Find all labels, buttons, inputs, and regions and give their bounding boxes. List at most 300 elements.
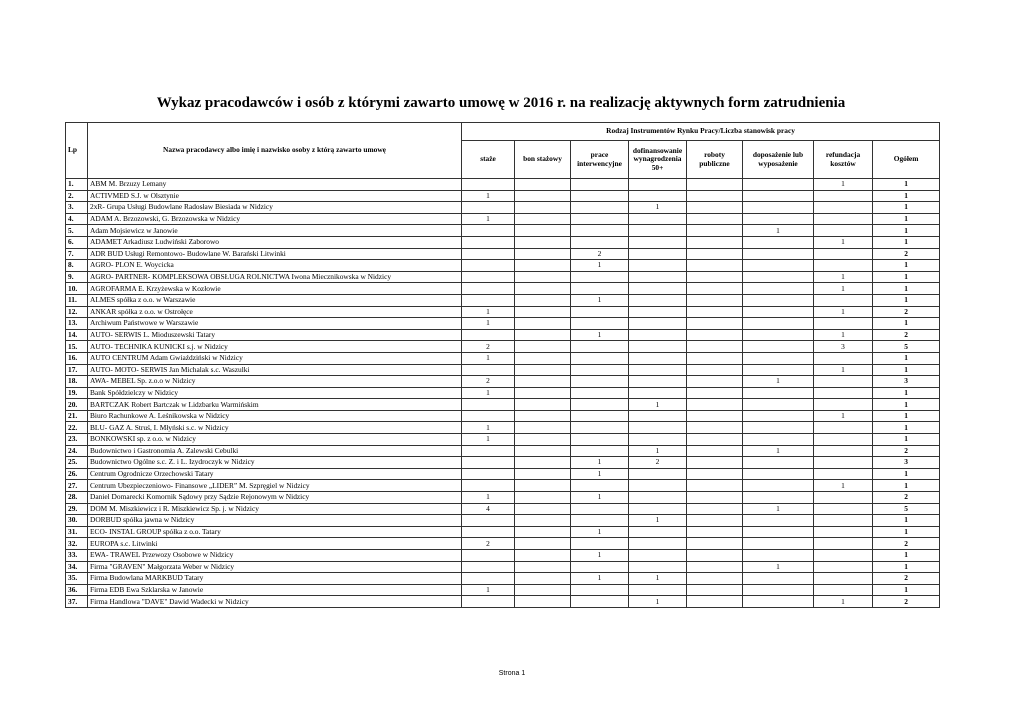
row-number: 13. xyxy=(66,318,88,330)
employer-name: ANKAR spółka z o.o. w Ostrołęce xyxy=(88,306,462,318)
count-cell xyxy=(629,352,687,364)
count-cell xyxy=(743,387,814,399)
table-row xyxy=(66,248,940,260)
total-cell: 1 xyxy=(873,213,940,225)
count-cell xyxy=(629,480,687,492)
count-cell xyxy=(462,596,515,608)
page-footer: Strona 1 xyxy=(498,670,526,677)
count-cell xyxy=(629,376,687,388)
count-cell xyxy=(629,283,687,295)
employer-name: Biuro Rachunkowe A. Leśnikowska w Nidzicy xyxy=(88,410,462,422)
count-cell xyxy=(571,236,629,248)
row-number: 15. xyxy=(66,341,88,353)
employer-name: EWA- TRAWEL Przewozy Osobowe w Nidzicy xyxy=(88,550,462,562)
count-cell xyxy=(462,550,515,562)
count-cell xyxy=(515,399,571,411)
header-bon-stazowy: bon stażowy xyxy=(515,141,571,179)
count-cell xyxy=(743,179,814,191)
employer-name: BLU- GAZ A. Struś, I. Młyński s.c. w Nidzicy xyxy=(88,422,462,434)
total-cell: 3 xyxy=(873,457,940,469)
count-cell xyxy=(629,271,687,283)
count-cell xyxy=(515,271,571,283)
total-cell: 2 xyxy=(873,248,940,260)
total-cell: 1 xyxy=(873,352,940,364)
count-cell xyxy=(743,468,814,480)
count-cell xyxy=(515,596,571,608)
table-body xyxy=(66,179,940,608)
employer-name: Budownictwo i Gastronomia A. Zalewski Cebulki xyxy=(88,445,462,457)
count-cell xyxy=(814,376,873,388)
count-cell xyxy=(814,561,873,573)
count-cell xyxy=(571,410,629,422)
count-cell xyxy=(687,271,743,283)
count-cell xyxy=(743,480,814,492)
employers-table xyxy=(65,122,940,608)
total-cell: 1 xyxy=(873,294,940,306)
table-row xyxy=(66,376,940,388)
count-cell xyxy=(515,376,571,388)
count-cell xyxy=(462,515,515,527)
row-number: 10. xyxy=(66,283,88,295)
row-number: 20. xyxy=(66,399,88,411)
count-cell xyxy=(814,584,873,596)
count-cell: 2 xyxy=(462,538,515,550)
count-cell xyxy=(629,225,687,237)
count-cell xyxy=(515,260,571,272)
count-cell xyxy=(687,387,743,399)
count-cell xyxy=(743,492,814,504)
count-cell xyxy=(743,550,814,562)
table-row xyxy=(66,318,940,330)
table-row xyxy=(66,515,940,527)
count-cell xyxy=(814,422,873,434)
employer-name: Adam Mojsiewicz w Janowie xyxy=(88,225,462,237)
count-cell xyxy=(462,573,515,585)
row-number: 2. xyxy=(66,190,88,202)
row-number: 24. xyxy=(66,445,88,457)
count-cell xyxy=(515,318,571,330)
row-number: 33. xyxy=(66,550,88,562)
count-cell xyxy=(629,550,687,562)
count-cell xyxy=(629,306,687,318)
count-cell: 1 xyxy=(743,561,814,573)
employer-name: 2xR- Grupa Usługi Budowlane Radosław Biesiada w Nidzicy xyxy=(88,202,462,214)
count-cell xyxy=(571,190,629,202)
employer-name: Firma EDB Ewa Szklarska w Janowie xyxy=(88,584,462,596)
count-cell xyxy=(571,213,629,225)
count-cell xyxy=(515,283,571,295)
table-row xyxy=(66,271,940,283)
count-cell xyxy=(743,434,814,446)
total-cell: 1 xyxy=(873,318,940,330)
count-cell xyxy=(515,213,571,225)
count-cell xyxy=(687,294,743,306)
table-row xyxy=(66,294,940,306)
count-cell xyxy=(571,341,629,353)
count-cell: 1 xyxy=(462,352,515,364)
count-cell xyxy=(629,329,687,341)
table-row xyxy=(66,341,940,353)
table-row xyxy=(66,260,940,272)
table-row xyxy=(66,225,940,237)
count-cell xyxy=(462,179,515,191)
table-row xyxy=(66,526,940,538)
count-cell xyxy=(515,434,571,446)
count-cell xyxy=(571,596,629,608)
count-cell xyxy=(462,260,515,272)
employer-name: AWA- MEBEL Sp. z.o.o w Nidzicy xyxy=(88,376,462,388)
total-cell: 1 xyxy=(873,468,940,480)
count-cell xyxy=(743,515,814,527)
header-roboty-publiczne: roboty publiczne xyxy=(687,141,743,179)
employer-name: Centrum Ubezpieczeniowo- Finansowe „LIDER” M. Szpręgiel w Nidzicy xyxy=(88,480,462,492)
count-cell xyxy=(687,329,743,341)
count-cell xyxy=(814,468,873,480)
count-cell xyxy=(515,526,571,538)
count-cell xyxy=(687,445,743,457)
employer-name: Archiwum Państwowe w Warszawie xyxy=(88,318,462,330)
count-cell xyxy=(515,294,571,306)
count-cell: 3 xyxy=(814,341,873,353)
count-cell xyxy=(743,399,814,411)
count-cell: 1 xyxy=(814,596,873,608)
count-cell: 1 xyxy=(571,457,629,469)
total-cell: 1 xyxy=(873,271,940,283)
count-cell xyxy=(687,190,743,202)
count-cell xyxy=(687,573,743,585)
count-cell xyxy=(571,422,629,434)
employer-name: ADAMET Arkadiusz Ludwiński Zaborowo xyxy=(88,236,462,248)
table-row xyxy=(66,584,940,596)
count-cell xyxy=(515,422,571,434)
count-cell xyxy=(687,434,743,446)
count-cell: 1 xyxy=(814,329,873,341)
total-cell: 5 xyxy=(873,503,940,515)
table-row xyxy=(66,410,940,422)
count-cell xyxy=(462,329,515,341)
count-cell xyxy=(515,538,571,550)
row-number: 6. xyxy=(66,236,88,248)
count-cell xyxy=(571,364,629,376)
count-cell xyxy=(571,434,629,446)
total-cell: 1 xyxy=(873,225,940,237)
count-cell xyxy=(515,179,571,191)
count-cell xyxy=(571,376,629,388)
count-cell xyxy=(814,399,873,411)
count-cell: 1 xyxy=(814,179,873,191)
count-cell xyxy=(571,202,629,214)
count-cell xyxy=(743,318,814,330)
count-cell xyxy=(814,550,873,562)
total-cell: 2 xyxy=(873,538,940,550)
count-cell xyxy=(687,480,743,492)
employer-name: Firma "GRAVEN" Małgorzata Weber w Nidzicy xyxy=(88,561,462,573)
count-cell xyxy=(462,364,515,376)
row-number: 23. xyxy=(66,434,88,446)
count-cell xyxy=(687,526,743,538)
employer-name: BONKOWSKI sp. z o.o. w Nidzicy xyxy=(88,434,462,446)
employer-name: AUTO- SERWIS L. Mioduszewski Tatary xyxy=(88,329,462,341)
table-row xyxy=(66,596,940,608)
total-cell: 2 xyxy=(873,445,940,457)
row-number: 12. xyxy=(66,306,88,318)
count-cell: 1 xyxy=(462,387,515,399)
count-cell xyxy=(687,179,743,191)
employer-name: Firma Handlowa "DAVE" Dawid Wadecki w Nidzicy xyxy=(88,596,462,608)
table-row xyxy=(66,202,940,214)
count-cell: 1 xyxy=(814,480,873,492)
employer-name: AGRO- PLON E. Woycicka xyxy=(88,260,462,272)
count-cell xyxy=(571,503,629,515)
count-cell: 1 xyxy=(462,190,515,202)
count-cell: 2 xyxy=(571,248,629,260)
count-cell xyxy=(462,480,515,492)
count-cell xyxy=(687,202,743,214)
employer-name: AUTO- MOTO- SERWIS Jan Michalak s.c. Waszulki xyxy=(88,364,462,376)
count-cell xyxy=(462,526,515,538)
count-cell xyxy=(687,515,743,527)
count-cell xyxy=(462,399,515,411)
count-cell xyxy=(743,596,814,608)
count-cell: 1 xyxy=(814,283,873,295)
count-cell xyxy=(687,468,743,480)
count-cell xyxy=(515,329,571,341)
count-cell xyxy=(743,329,814,341)
count-cell xyxy=(515,550,571,562)
count-cell xyxy=(629,213,687,225)
count-cell: 1 xyxy=(462,306,515,318)
count-cell xyxy=(629,341,687,353)
count-cell xyxy=(814,492,873,504)
employer-name: ECO- INSTAL GROUP spółka z o.o. Tatary xyxy=(88,526,462,538)
count-cell xyxy=(629,422,687,434)
count-cell xyxy=(687,283,743,295)
count-cell xyxy=(571,271,629,283)
count-cell xyxy=(629,236,687,248)
count-cell xyxy=(814,248,873,260)
count-cell xyxy=(743,202,814,214)
total-cell: 1 xyxy=(873,399,940,411)
total-cell: 2 xyxy=(873,492,940,504)
count-cell xyxy=(687,503,743,515)
row-number: 4. xyxy=(66,213,88,225)
count-cell xyxy=(629,260,687,272)
row-number: 11. xyxy=(66,294,88,306)
total-cell: 1 xyxy=(873,550,940,562)
header-group: Rodzaj Instrumentów Rynku Pracy/Liczba stanowisk pracy xyxy=(462,123,940,141)
count-cell: 1 xyxy=(814,271,873,283)
count-cell: 2 xyxy=(462,341,515,353)
count-cell xyxy=(814,294,873,306)
count-cell xyxy=(743,538,814,550)
row-number: 1. xyxy=(66,179,88,191)
total-cell: 1 xyxy=(873,526,940,538)
count-cell xyxy=(743,410,814,422)
total-cell: 1 xyxy=(873,434,940,446)
count-cell: 1 xyxy=(814,364,873,376)
row-number: 30. xyxy=(66,515,88,527)
employer-name: ADR BUD Usługi Remontowo- Budowlane W. Barański Litwinki xyxy=(88,248,462,260)
count-cell xyxy=(687,422,743,434)
row-number: 32. xyxy=(66,538,88,550)
count-cell: 1 xyxy=(743,445,814,457)
count-cell xyxy=(743,190,814,202)
employer-name: ALMES spółka z o.o. w Warszawie xyxy=(88,294,462,306)
count-cell xyxy=(462,225,515,237)
count-cell xyxy=(743,213,814,225)
count-cell xyxy=(629,294,687,306)
count-cell xyxy=(814,213,873,225)
table-row xyxy=(66,387,940,399)
row-number: 9. xyxy=(66,271,88,283)
header-dofinansowanie: dofinansowanie wynagrodzenia 50+ xyxy=(629,141,687,179)
count-cell xyxy=(687,538,743,550)
count-cell xyxy=(462,283,515,295)
header-doposazenie: doposażenie lub wyposażenie xyxy=(743,141,814,179)
count-cell xyxy=(629,538,687,550)
count-cell xyxy=(629,492,687,504)
count-cell xyxy=(687,341,743,353)
count-cell xyxy=(571,179,629,191)
count-cell xyxy=(629,503,687,515)
table-row xyxy=(66,283,940,295)
header-lp: Lp xyxy=(66,123,88,179)
total-cell: 1 xyxy=(873,480,940,492)
count-cell xyxy=(515,202,571,214)
count-cell xyxy=(743,271,814,283)
count-cell xyxy=(743,236,814,248)
count-cell xyxy=(515,445,571,457)
total-cell: 1 xyxy=(873,260,940,272)
count-cell xyxy=(687,492,743,504)
total-cell: 5 xyxy=(873,341,940,353)
row-number: 5. xyxy=(66,225,88,237)
count-cell xyxy=(687,364,743,376)
page-title: Wykaz pracodawców i osób z którymi zawarto umowę w 2016 r. na realizację aktywnych form zatrudnienia xyxy=(156,95,846,111)
count-cell xyxy=(515,515,571,527)
count-cell xyxy=(629,179,687,191)
count-cell xyxy=(515,492,571,504)
count-cell xyxy=(814,352,873,364)
count-cell xyxy=(687,318,743,330)
row-number: 14. xyxy=(66,329,88,341)
count-cell xyxy=(571,283,629,295)
count-cell: 1 xyxy=(571,492,629,504)
total-cell: 1 xyxy=(873,422,940,434)
count-cell xyxy=(687,306,743,318)
row-number: 29. xyxy=(66,503,88,515)
total-cell: 1 xyxy=(873,236,940,248)
total-cell: 2 xyxy=(873,306,940,318)
row-number: 22. xyxy=(66,422,88,434)
count-cell: 1 xyxy=(571,329,629,341)
total-cell: 2 xyxy=(873,329,940,341)
count-cell xyxy=(687,550,743,562)
count-cell xyxy=(814,190,873,202)
table-row xyxy=(66,480,940,492)
employer-name: ADAM A. Brzozowski, G. Brzozowska w Nidzicy xyxy=(88,213,462,225)
count-cell xyxy=(515,584,571,596)
count-cell xyxy=(629,526,687,538)
count-cell xyxy=(462,236,515,248)
header-refundacja: refundacja kosztów xyxy=(814,141,873,179)
total-cell: 1 xyxy=(873,283,940,295)
employer-name: ABM M. Brzuzy Lemany xyxy=(88,179,462,191)
table-row xyxy=(66,434,940,446)
count-cell xyxy=(462,457,515,469)
employer-name: Firma Budowlana MARKBUD Tatary xyxy=(88,573,462,585)
count-cell xyxy=(515,352,571,364)
count-cell xyxy=(515,410,571,422)
count-cell xyxy=(687,399,743,411)
count-cell xyxy=(462,248,515,260)
count-cell xyxy=(743,364,814,376)
table-row xyxy=(66,503,940,515)
table-row xyxy=(66,352,940,364)
employer-name: BARTCZAK Robert Bartczak w Lidzbarku Warmińskim xyxy=(88,399,462,411)
count-cell xyxy=(814,457,873,469)
count-cell xyxy=(515,503,571,515)
count-cell xyxy=(687,561,743,573)
total-cell: 2 xyxy=(873,573,940,585)
table-row xyxy=(66,399,940,411)
count-cell xyxy=(462,445,515,457)
count-cell: 1 xyxy=(462,318,515,330)
count-cell xyxy=(629,410,687,422)
row-number: 25. xyxy=(66,457,88,469)
count-cell xyxy=(515,457,571,469)
count-cell xyxy=(629,561,687,573)
employer-name: AUTO- TECHNIKA KUNICKI s.j. w Nidzicy xyxy=(88,341,462,353)
row-number: 16. xyxy=(66,352,88,364)
table-row xyxy=(66,561,940,573)
total-cell: 1 xyxy=(873,364,940,376)
employer-name: EUROPA s.c. Litwinki xyxy=(88,538,462,550)
count-cell: 1 xyxy=(743,225,814,237)
count-cell xyxy=(462,294,515,306)
table-row xyxy=(66,329,940,341)
count-cell xyxy=(814,445,873,457)
count-cell xyxy=(687,352,743,364)
count-cell xyxy=(814,434,873,446)
count-cell xyxy=(743,248,814,260)
count-cell xyxy=(814,225,873,237)
total-cell: 3 xyxy=(873,376,940,388)
count-cell xyxy=(515,225,571,237)
count-cell xyxy=(743,457,814,469)
count-cell: 1 xyxy=(571,526,629,538)
count-cell: 1 xyxy=(462,492,515,504)
count-cell xyxy=(515,341,571,353)
total-cell: 1 xyxy=(873,561,940,573)
table-row xyxy=(66,213,940,225)
count-cell xyxy=(743,352,814,364)
count-cell xyxy=(629,248,687,260)
count-cell xyxy=(629,468,687,480)
count-cell xyxy=(462,561,515,573)
count-cell xyxy=(629,584,687,596)
total-cell: 1 xyxy=(873,515,940,527)
count-cell xyxy=(687,248,743,260)
count-cell: 1 xyxy=(571,550,629,562)
employer-name: AGRO- PARTNER- KOMPLEKSOWA OBSŁUGA ROLNICTWA Iwona Miecznikowska w Nidzicy xyxy=(88,271,462,283)
count-cell xyxy=(743,341,814,353)
table-row xyxy=(66,236,940,248)
count-cell xyxy=(515,480,571,492)
employer-name: ACTIVMED S.J. w Olsztynie xyxy=(88,190,462,202)
count-cell xyxy=(571,480,629,492)
count-cell xyxy=(687,457,743,469)
